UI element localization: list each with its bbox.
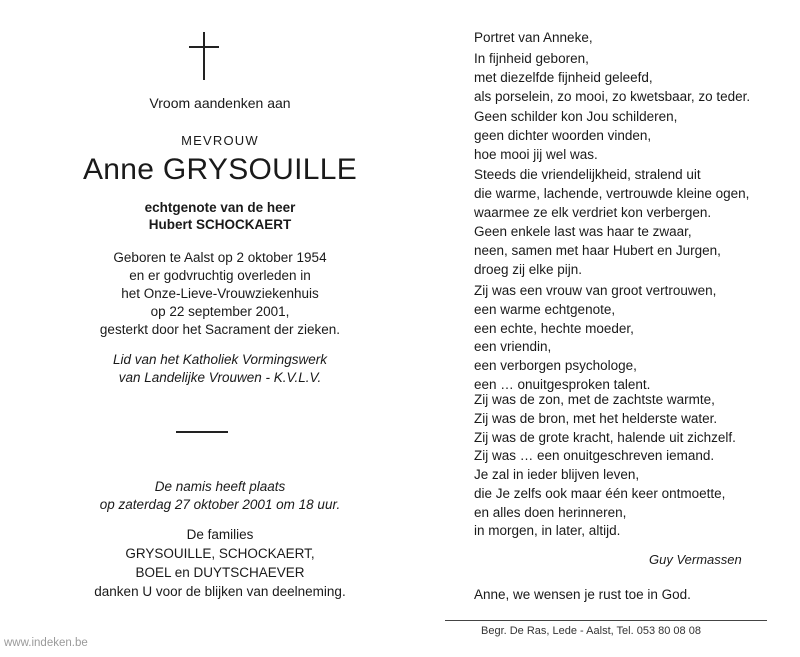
spouse-line-2: Hubert SCHOCKAERT	[148, 217, 292, 232]
poem-line: een warme echtgenote,	[474, 301, 616, 317]
membership-line: van Landelijke Vrouwen - K.V.L.V.	[118, 370, 322, 385]
funeral-home-footer: Begr. De Ras, Lede - Aalst, Tel. 053 80 08 08	[481, 625, 701, 637]
bio-line: het Onze-Lieve-Vrouwziekenhuis	[121, 286, 319, 301]
closing-line: Anne, we wensen je rust toe in God.	[474, 587, 691, 602]
poem-line: Zij was de zon, met de zachtste warmte,	[474, 392, 715, 407]
poem-line: en alles doen herinneren,	[474, 504, 627, 520]
poem-panel	[474, 0, 774, 657]
divider-line	[176, 431, 228, 433]
cross-icon-bar	[189, 46, 219, 48]
funeral-line: op zaterdag 27 oktober 2001 om 18 uur.	[99, 497, 341, 512]
poem-line: een vriendin,	[474, 339, 552, 355]
poem-line: die warme, lachende, vertrouwde kleine ogen,	[474, 185, 750, 201]
poem-line: met diezelfde fijnheid geleefd,	[474, 69, 653, 85]
deceased-name: Anne GRYSOUILLE	[82, 153, 358, 186]
poem-author: Guy Vermassen	[649, 552, 742, 567]
left-panel	[30, 0, 410, 657]
poem-stanza	[474, 166, 749, 222]
poem-line: als porselein, zo mooi, zo kwetsbaar, zo teder.	[474, 88, 751, 104]
membership-line: Lid van het Katholiek Vormingswerk	[112, 352, 328, 367]
cross-icon	[203, 32, 205, 80]
poem-line: die Je zelfs ook maar één keer ontmoette,	[474, 485, 726, 501]
poem-line: Zij was de bron, met het helderste water.	[474, 410, 718, 426]
poem-line: hoe mooi jij wel was.	[474, 146, 598, 162]
poem-stanza	[474, 50, 750, 106]
bio-line: Geboren te Aalst op 2 oktober 1954	[113, 250, 327, 265]
bio-line: gesterkt door het Sacrament der zieken.	[99, 322, 341, 337]
watermark: www.indeken.be	[4, 637, 88, 649]
poem-stanza	[474, 391, 736, 466]
poem-line: een … onuitgesproken talent.	[474, 376, 651, 392]
poem-heading: Portret van Anneke,	[474, 30, 593, 45]
poem-line: Geen enkele last was haar te zwaar,	[474, 224, 692, 239]
spouse-line-1: echtgenote van de heer	[144, 200, 296, 215]
bio-line: en er godvruchtig overleden in	[129, 268, 311, 283]
poem-line: Zij was een vrouw van groot vertrouwen,	[474, 283, 717, 298]
poem-stanza	[474, 282, 716, 395]
poem-line: Zij was de grote kracht, halende uit zichzelf.	[474, 429, 736, 445]
families-line: BOEL en DUYTSCHAEVER	[135, 565, 305, 580]
poem-line: In fijnheid geboren,	[474, 51, 589, 66]
intro-text: Vroom aandenken aan	[149, 95, 291, 111]
families-line: GRYSOUILLE, SCHOCKAERT,	[125, 546, 315, 561]
poem-line: een echte, hechte moeder,	[474, 320, 634, 336]
poem-line: in morgen, in later, altijd.	[474, 523, 621, 539]
poem-stanza	[474, 466, 725, 541]
poem-line: Steeds die vriendelijkheid, stralend uit	[474, 167, 701, 182]
poem-stanza	[474, 223, 721, 279]
poem-line: waarmee ze elk verdriet kon verbergen.	[474, 204, 712, 220]
poem-line: neen, samen met haar Hubert en Jurgen,	[474, 242, 721, 258]
poem-line: droeg zij elke pijn.	[474, 261, 583, 277]
title-prefix: MEVROUW	[181, 133, 259, 148]
poem-stanza	[474, 108, 677, 164]
poem-line: Zij was … een onuitgeschreven iemand.	[474, 448, 715, 464]
poem-line: een verborgen psychologe,	[474, 358, 637, 374]
families-line: De families	[186, 527, 254, 542]
poem-line: geen dichter woorden vinden,	[474, 127, 652, 143]
bio-line: op 22 september 2001,	[150, 304, 290, 319]
footer-divider	[445, 620, 767, 621]
poem-line: Geen schilder kon Jou schilderen,	[474, 109, 678, 124]
poem-line: Je zal in ieder blijven leven,	[474, 467, 640, 482]
families-line: danken U voor de blijken van deelneming.	[94, 584, 346, 599]
funeral-line: De namis heeft plaats	[154, 479, 286, 494]
